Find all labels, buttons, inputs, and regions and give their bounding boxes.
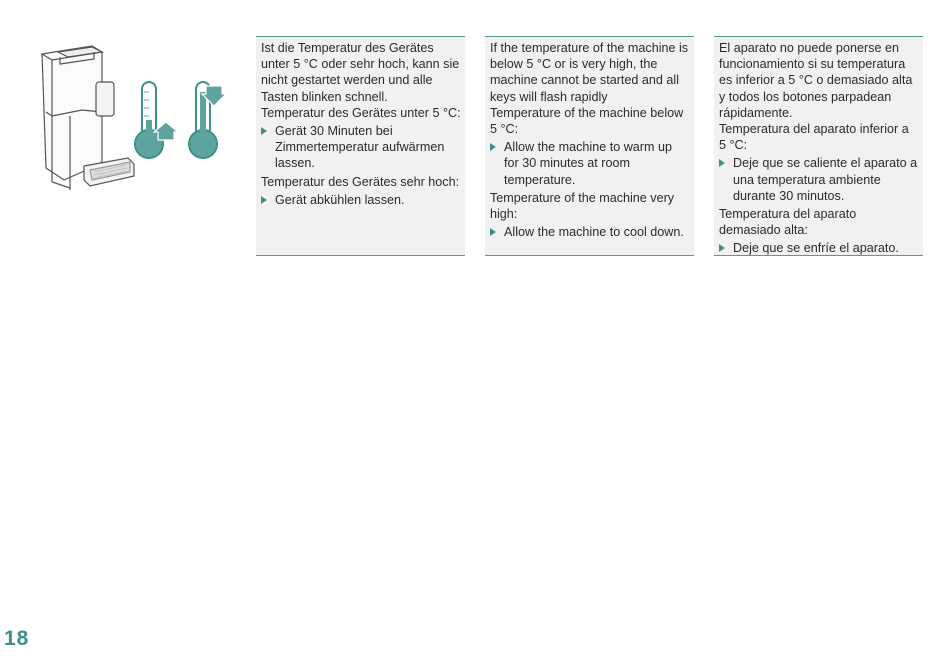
intro-text: If the temperature of the machine is below 5 °C or is very high, the machine cannot be started and all keys will flash rapidly [490,41,689,104]
bullet-arrow-icon [719,244,725,252]
bullet-arrow-icon [261,196,267,204]
bullet-arrow-icon [719,159,725,167]
column-spanish [714,36,923,256]
low-temp-heading: Temperatur des Gerätes unter 5 °C: [261,105,461,120]
high-temp-heading: Temperature of the machine very high: [490,190,675,222]
column-english [485,36,694,256]
low-temp-action: Gerät 30 Minuten bei Zimmertemperatur aufwärmen lassen. [261,123,461,172]
high-temp-action: Allow the machine to cool down. [490,224,690,240]
bullet-arrow-icon [490,143,496,151]
column-german [256,36,465,256]
intro-text: El aparato no puede ponerse en funcionamiento si su temperatura es inferior a 5 °C o demasiado alta y todos los botones parpadean rápidamente. [719,41,913,120]
temperature-illustration [30,40,230,200]
bullet-arrow-icon [490,228,496,236]
high-temp-action: Gerät abkühlen lassen. [261,192,461,208]
high-temp-action: Deje que se enfríe el aparato. [719,240,919,256]
page-number: 18 [4,627,30,650]
thermometer-down-icon [189,82,226,158]
high-temp-heading: Temperatur des Gerätes sehr hoch: [261,174,460,189]
thermometer-up-icon [135,82,178,158]
low-temp-action: Deje que se caliente el aparato a una temperatura ambiente durante 30 minutos. [719,155,919,204]
low-temp-heading: Temperature of the machine below 5 °C: [490,105,684,137]
low-temp-action: Allow the machine to warm up for 30 minutes at room temperature. [490,139,690,188]
high-temp-heading: Temperatura del aparato demasiado alta: [719,207,857,238]
bullet-arrow-icon [261,127,267,135]
coffee-machine-icon [42,46,134,190]
intro-text: Ist die Temperatur des Gerätes unter 5 °C oder sehr hoch, kann sie nicht gestartet werden und alle Tasten blinken schnell. [261,41,460,104]
low-temp-heading: Temperatura del aparato inferior a 5 °C: [719,122,909,153]
